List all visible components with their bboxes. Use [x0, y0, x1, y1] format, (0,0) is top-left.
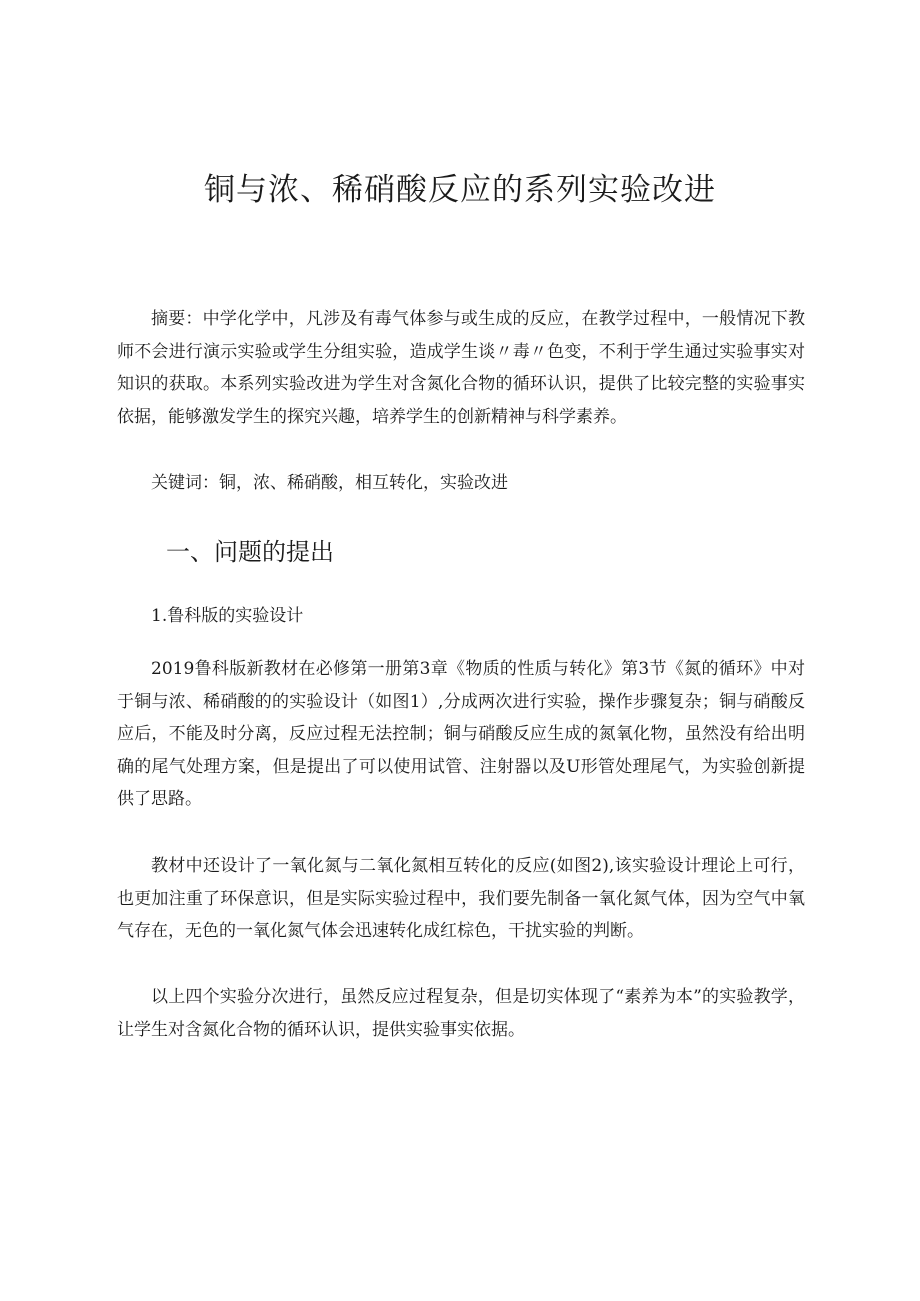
body-paragraph-2: 教材中还设计了一氧化氮与二氧化氮相互转化的反应(如图2),该实验设计理论上可行，也更加注重了环保意识，但是实际实验过程中，我们要先制备一氧化氮气体，因为空气中氧气存在，无色的一氧化氮气体会迅速转化成红棕色，干扰实验的判断。: [117, 856, 805, 941]
body-paragraph-3: 以上四个实验分次进行，虽然反应过程复杂，但是切实体现了“素养为本”的实验教学，让学生对含氮化合物的循环认识，提供实验事实依据。: [117, 987, 805, 1040]
subsection-heading: 1.鲁科版的实验设计: [151, 606, 304, 626]
section-heading: 一、问题的提出: [166, 538, 334, 566]
abstract-paragraph: 摘要：中学化学中，凡涉及有毒气体参与或生成的反应，在教学过程中，一般情况下教师不会进行演示实验或学生分组实验，造成学生谈〃毒〃色变，不利于学生通过实验事实对知识的获取。本系列实验改进为学生对含氮化合物的循环认识，提供了比较完整的实验事实依据，能够激发学生的探究兴趣，培养学生的创新精神与科学素养。: [117, 309, 805, 427]
document-title: 铜与浓、稀硝酸反应的系列实验改进: [204, 172, 716, 208]
body-paragraph-1: 2019鲁科版新教材在必修第一册第3章《物质的性质与转化》第3节《氮的循环》中对于铜与浓、稀硝酸的的实验设计（如图1）,分成两次进行实验，操作步骤复杂；铜与硝酸反应后，不能及时分离，反应过程无法控制；铜与硝酸反应生成的氮氧化物，虽然没有给出明确的尾气处理方案，但是提出了可以使用试管、注射器以及U形管处理尾气，为实验创新提供了思路。: [117, 659, 805, 809]
keywords-line: 关键词：铜，浓、稀硝酸，相互转化，实验改进: [151, 473, 508, 493]
